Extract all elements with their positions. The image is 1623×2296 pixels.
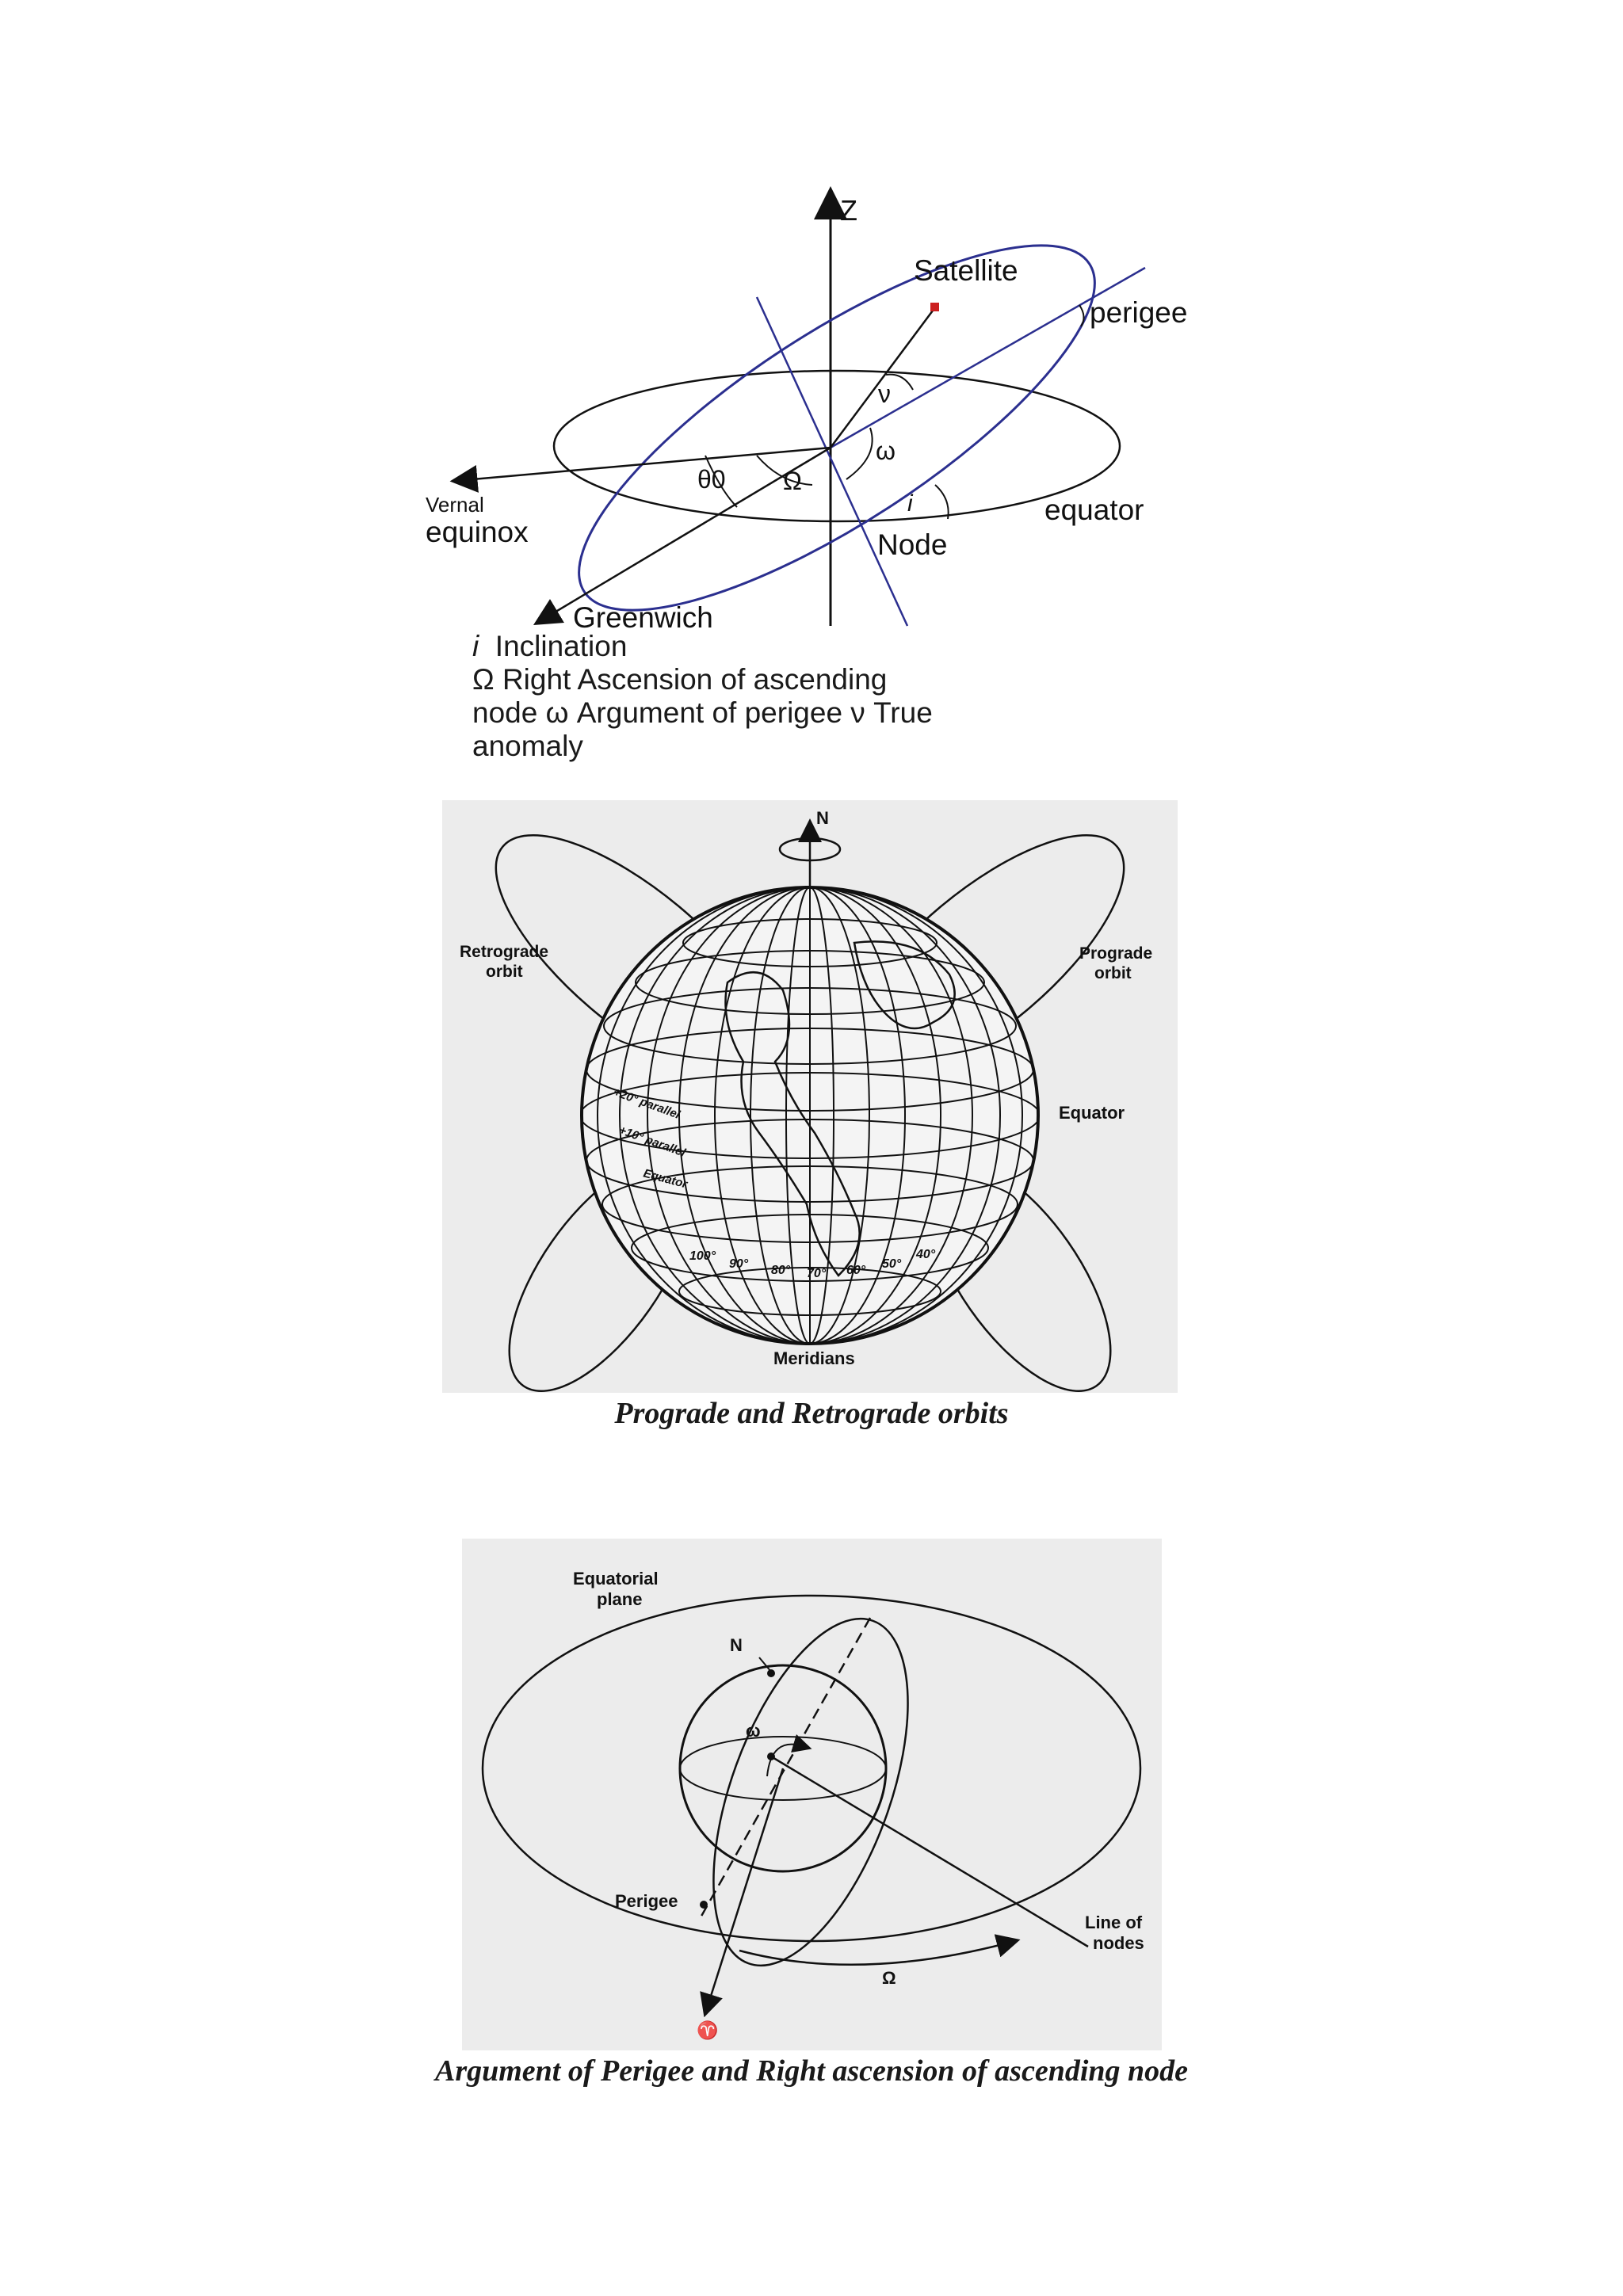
line-of-nodes-label-1: Line of	[1085, 1913, 1143, 1932]
legend-inclination-symbol: i	[472, 630, 479, 662]
parallel20-label: +20° parallel	[611, 1085, 682, 1122]
greenwich-label: Greenwich	[573, 601, 713, 634]
longitude-label: 60°	[846, 1264, 866, 1277]
globe-orbits-illustration	[442, 800, 1178, 1393]
big-omega-label: Ω	[882, 1968, 896, 1988]
longitude-label: 80°	[771, 1264, 791, 1277]
legend-line-2: Ω Right Ascension of ascending	[472, 663, 888, 696]
prograde-label-1: Prograde	[1079, 944, 1153, 963]
theta0-label: θ0	[697, 465, 726, 494]
equator-label: equator	[1044, 494, 1144, 526]
legend-line-3: node ω Argument of perigee ν True	[472, 696, 933, 729]
satellite-radius	[831, 307, 935, 448]
inclination-label: i	[907, 490, 913, 517]
satellite-dot	[930, 303, 939, 311]
argument-of-perigee-caption: Argument of Perigee and Right ascension of ascending node	[434, 2054, 1189, 2088]
longitude-label: 40°	[916, 1248, 936, 1261]
perigee-label: Perigee	[615, 1891, 678, 1911]
line-of-nodes-label-2: nodes	[1093, 1933, 1144, 1953]
aries-direction	[708, 1768, 783, 2006]
vernal-equinox-axis	[464, 448, 831, 480]
perigee-label: perigee	[1090, 296, 1188, 329]
inclination-arc	[935, 485, 949, 519]
retrograde-label-1: Retrograde	[460, 943, 549, 961]
legend-line-4: anomaly	[472, 730, 583, 762]
legend-line-1	[472, 630, 995, 663]
orbital-elements-legend	[472, 630, 995, 763]
north-label: N	[730, 1635, 743, 1655]
line-of-nodes	[771, 1756, 1088, 1947]
equatorial-plane-label-1: Equatorial	[573, 1569, 659, 1589]
parallel10-label: +10° parallel	[617, 1123, 688, 1160]
longitude-label: 100°	[689, 1249, 716, 1263]
node-label: Node	[877, 528, 948, 561]
satellite-label: Satellite	[914, 254, 1018, 287]
north-pointer	[759, 1657, 771, 1672]
legend-inclination-text: Inclination	[495, 630, 628, 662]
longitude-label: 90°	[729, 1257, 749, 1271]
north-label: N	[816, 808, 829, 828]
meridians-label: Meridians	[773, 1348, 855, 1368]
argument-of-perigee-figure	[462, 1539, 1162, 2050]
equator-small-label: Equator	[641, 1166, 689, 1192]
major-axis-dashed	[700, 1618, 870, 1919]
orbit-ellipse	[533, 184, 1141, 671]
center-dot	[767, 1753, 775, 1760]
z-axis-label: Z	[840, 194, 857, 227]
equator-ellipse	[554, 371, 1120, 521]
equinox-label: equinox	[426, 516, 529, 548]
omega-label: ω	[876, 437, 896, 465]
big-omega-label: Ω	[783, 467, 802, 495]
equator-label: Equator	[1059, 1103, 1125, 1123]
prograde-label-2: orbit	[1094, 964, 1132, 982]
vernal-label: Vernal	[426, 493, 484, 517]
equatorial-plane-ellipse	[483, 1596, 1140, 1941]
omega-label: ω	[746, 1721, 761, 1741]
nu-label: ν	[878, 379, 891, 408]
perigee-ascension-illustration	[462, 1539, 1162, 2050]
retrograde-label-2: orbit	[486, 963, 523, 981]
perigee-dot	[700, 1901, 708, 1909]
aries-label: ♈	[697, 2020, 719, 2040]
longitude-label: 70°	[807, 1267, 827, 1280]
equatorial-plane-label-2: plane	[597, 1589, 643, 1609]
longitude-label: 50°	[882, 1257, 902, 1271]
prograde-retrograde-caption: Prograde and Retrograde orbits	[614, 1397, 1009, 1430]
prograde-retrograde-figure	[442, 800, 1178, 1393]
